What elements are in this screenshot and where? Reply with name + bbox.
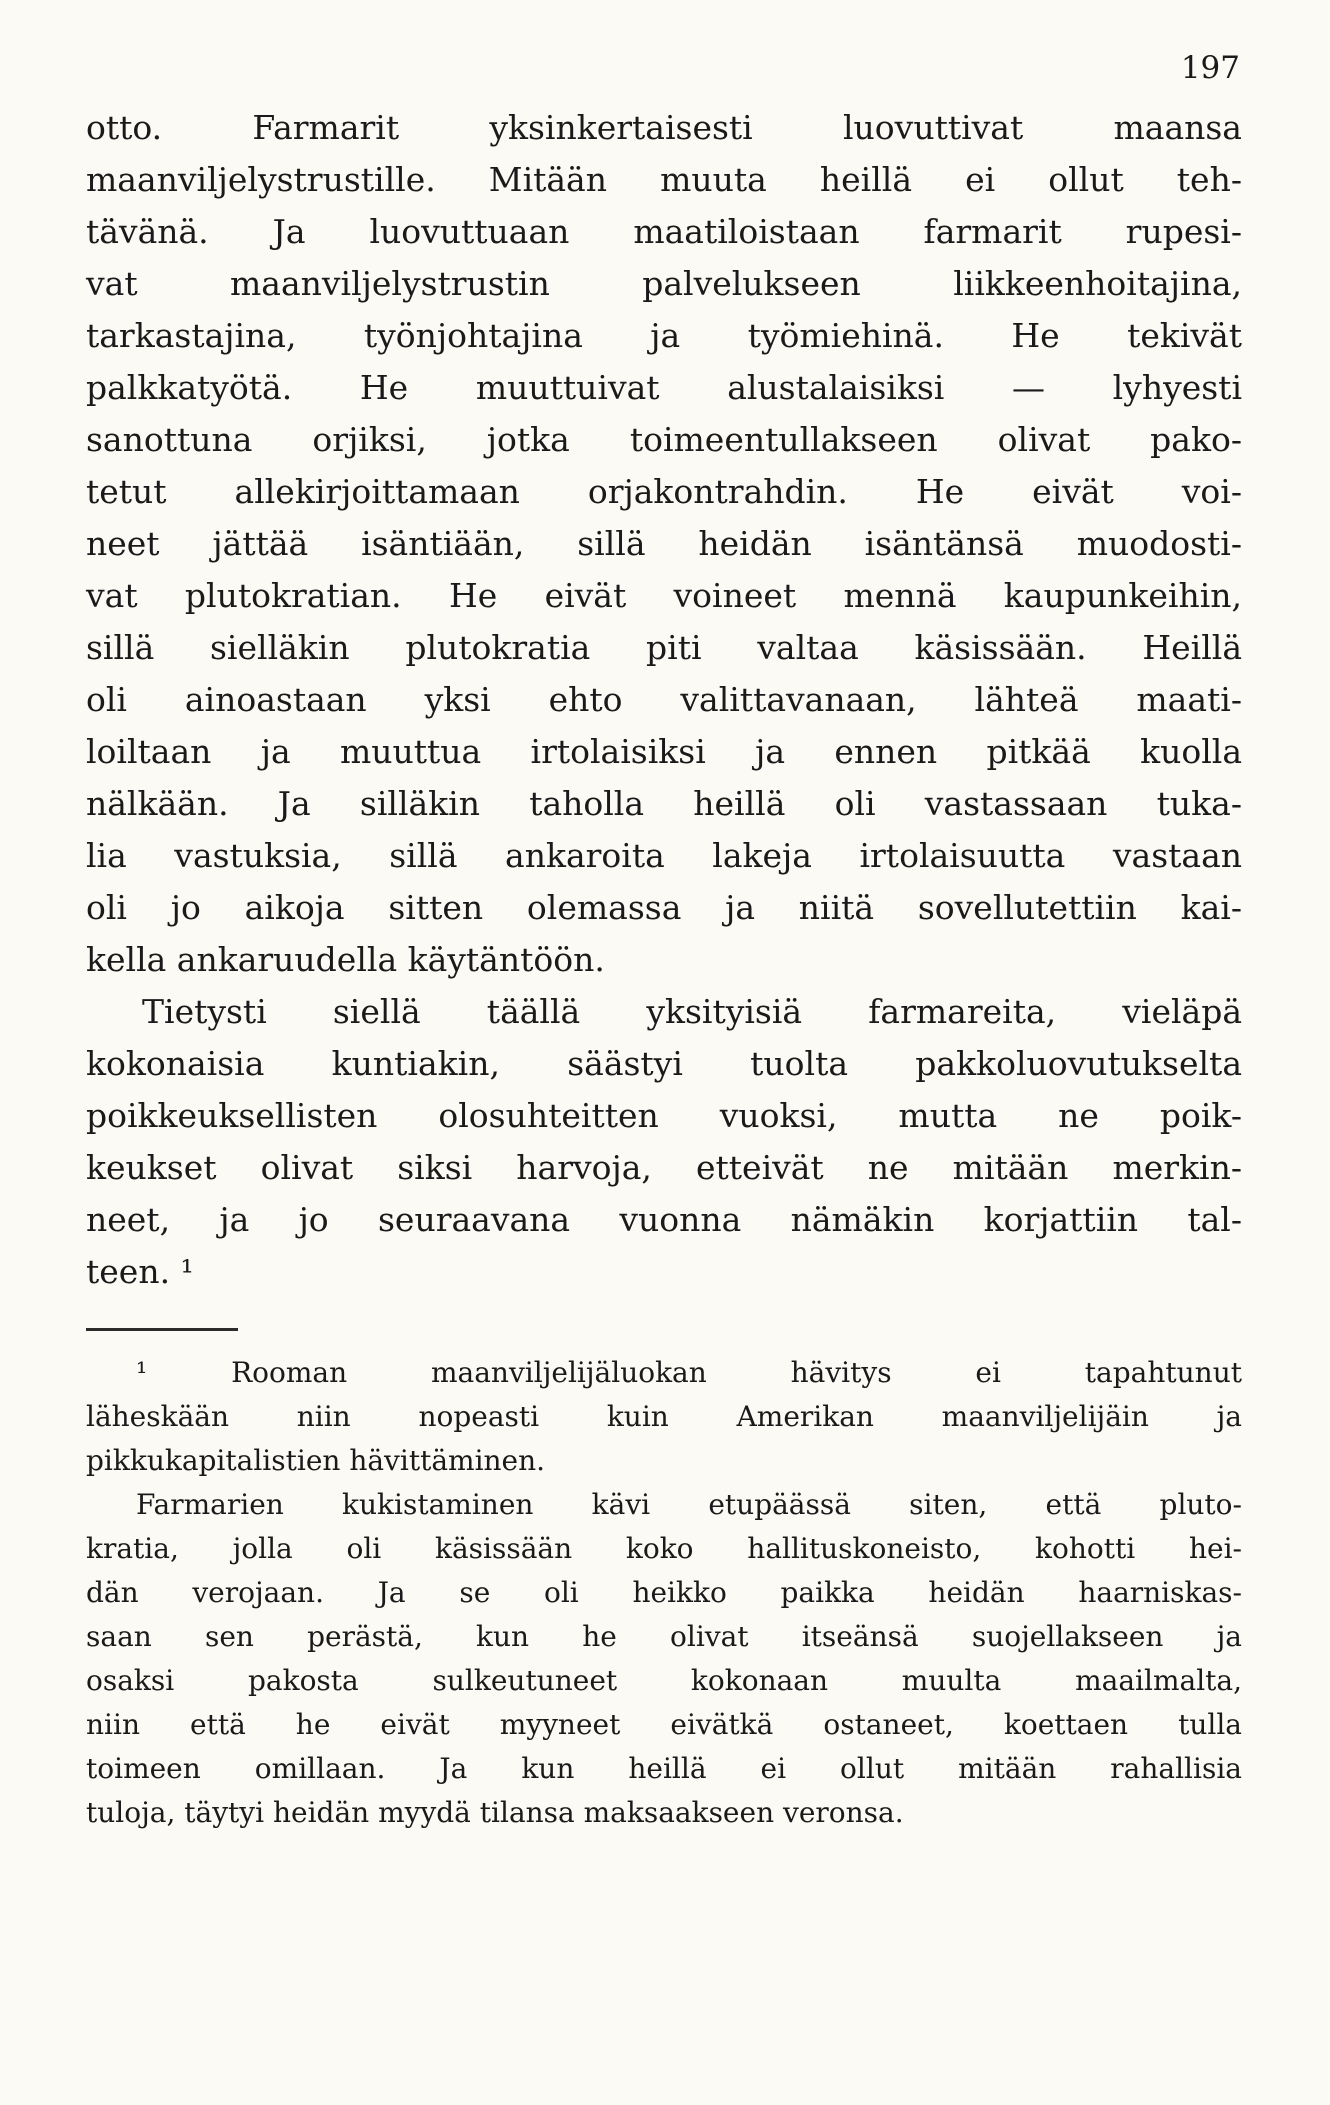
text-line: saan sen perästä, kun he olivat itseänsä suojellakseen ja xyxy=(86,1620,1242,1653)
text-line: maanviljelystrustille. Mitään muuta heillä ei ollut teh- xyxy=(86,160,1242,199)
paragraph xyxy=(86,1483,1242,1835)
text-line: kokonaisia kuntiakin, säästyi tuolta pakkoluovutukselta xyxy=(86,1044,1242,1083)
text-line: osaksi pakosta sulkeutuneet kokonaan muulta maailmalta, xyxy=(86,1664,1242,1697)
text-line: neet, ja jo seuraavana vuonna nämäkin korjattiin tal- xyxy=(86,1200,1242,1239)
text-line: loiltaan ja muuttua irtolaisiksi ja ennen pitkää kuolla xyxy=(86,732,1242,771)
paragraph xyxy=(86,1351,1242,1483)
text-line: toimeen omillaan. Ja kun heillä ei ollut mitään rahallisia xyxy=(86,1752,1242,1785)
main-text-block xyxy=(86,102,1242,1298)
text-line: Tietysti siellä täällä yksityisiä farmareita, vieläpä xyxy=(142,992,1242,1031)
text-line: vat plutokratian. He eivät voineet mennä kaupunkeihin, xyxy=(86,576,1242,615)
text-line: teen. ¹ xyxy=(86,1252,194,1291)
text-line: kella ankaruudella käytäntöön. xyxy=(86,940,605,979)
footnote-separator xyxy=(86,1328,238,1331)
text-line: keukset olivat siksi harvoja, etteivät ne mitään merkin- xyxy=(86,1148,1242,1187)
footnote-block xyxy=(86,1351,1242,1835)
text-line: oli jo aikoja sitten olemassa ja niitä sovellutettiin kai- xyxy=(86,888,1242,927)
text-line: sillä sielläkin plutokratia piti valtaa käsissään. Heillä xyxy=(86,628,1242,667)
text-line: vat maanviljelystrustin palvelukseen liikkeenhoitajina, xyxy=(86,264,1242,303)
paragraph xyxy=(86,986,1242,1298)
text-line: pikkukapitalistien hävittäminen. xyxy=(86,1444,546,1477)
text-line: kratia, jolla oli käsissään koko hallituskoneisto, kohotti hei- xyxy=(86,1532,1242,1565)
text-line: tetut allekirjoittamaan orjakontrahdin. He eivät voi- xyxy=(86,472,1242,511)
page-number: 197 xyxy=(1180,50,1240,86)
text-line: niin että he eivät myyneet eivätkä ostaneet, koettaen tulla xyxy=(86,1708,1242,1741)
text-line: lia vastuksia, sillä ankaroita lakeja irtolaisuutta vastaan xyxy=(86,836,1242,875)
text-line: tuloja, täytyi heidän myydä tilansa maksaakseen veronsa. xyxy=(86,1796,904,1829)
text-line: palkkatyötä. He muuttuivat alustalaisiksi — lyhyesti xyxy=(86,368,1242,407)
text-line: dän verojaan. Ja se oli heikko paikka heidän haarniskas- xyxy=(86,1576,1242,1609)
text-line: läheskään niin nopeasti kuin Amerikan maanviljelijäin ja xyxy=(86,1400,1242,1433)
text-line: nälkään. Ja silläkin taholla heillä oli vastassaan tuka- xyxy=(86,784,1242,823)
text-line: tävänä. Ja luovuttuaan maatiloistaan farmarit rupesi- xyxy=(86,212,1242,251)
text-line: tarkastajina, työnjohtajina ja työmiehinä. He tekivät xyxy=(86,316,1242,355)
text-line: Farmarien kukistaminen kävi etupäässä siten, että pluto- xyxy=(136,1488,1242,1521)
text-line: oli ainoastaan yksi ehto valittavanaan, lähteä maati- xyxy=(86,680,1242,719)
text-line: poikkeuksellisten olosuhteitten vuoksi, mutta ne poik- xyxy=(86,1096,1242,1135)
paragraph xyxy=(86,102,1242,986)
text-line: sanottuna orjiksi, jotka toimeentullakseen olivat pako- xyxy=(86,420,1242,459)
text-line: otto. Farmarit yksinkertaisesti luovuttivat maansa xyxy=(86,108,1242,147)
text-line: neet jättää isäntiään, sillä heidän isäntänsä muodosti- xyxy=(86,524,1242,563)
text-line: ¹ Rooman maanviljelijäluokan hävitys ei tapahtunut xyxy=(136,1356,1242,1389)
